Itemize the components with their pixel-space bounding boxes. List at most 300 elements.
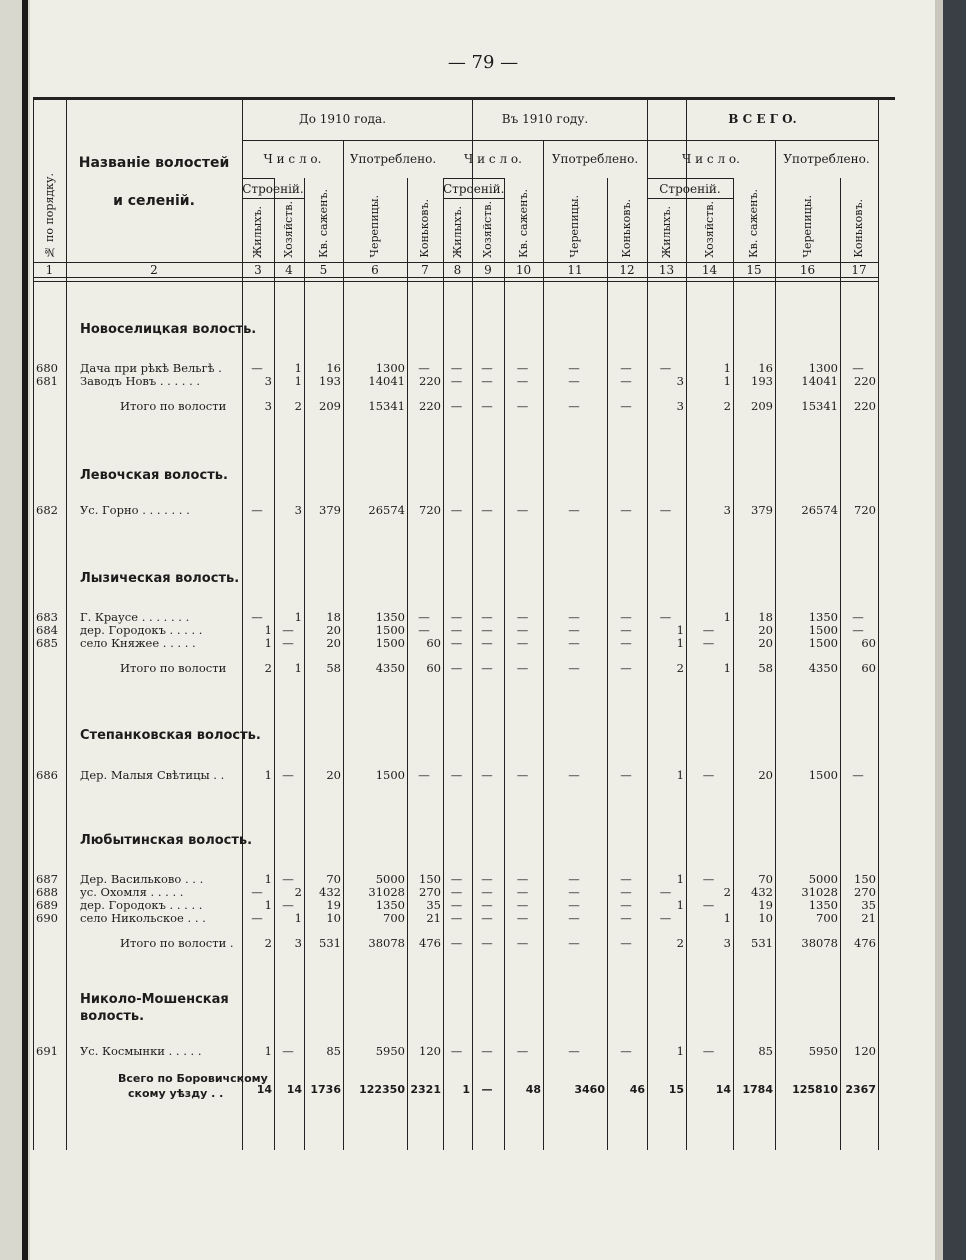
column-number-4: 4 (285, 263, 293, 277)
column-number-13: 13 (658, 263, 675, 277)
cell-c11: — (568, 623, 580, 637)
cell-c6: 5950 (375, 1044, 405, 1058)
cell-c7: — (418, 361, 430, 375)
cell-c7: 476 (419, 936, 441, 950)
row-number: 682 (36, 503, 58, 517)
cell-c7: 150 (419, 872, 441, 886)
cell-c13: — (659, 503, 672, 517)
header-tiles-11: Черепицы. (568, 195, 581, 258)
cell-c3: 3 (264, 399, 272, 413)
cell-c8: — (450, 374, 463, 388)
cell-c9: — (481, 636, 493, 650)
cell-c9: — (481, 399, 493, 413)
cell-c15: 193 (751, 374, 773, 388)
cell-c4: 1 (294, 911, 302, 925)
cell-c10: — (516, 911, 529, 925)
column-number-2: 2 (150, 263, 158, 277)
header-residential-8: Жилыхъ. (450, 205, 464, 258)
cell-c14: 1 (723, 361, 731, 375)
grand-total-c7: 2321 (410, 1083, 441, 1096)
cell-c8: — (450, 399, 463, 413)
cell-c6: 26574 (368, 503, 405, 517)
cell-c3: — (251, 911, 263, 925)
cell-c6: 31028 (368, 885, 405, 899)
cell-c3: 2 (264, 661, 272, 675)
header-rule-buildings-b (443, 198, 504, 199)
section-lyzicheskaya: Лызическая волость. (80, 571, 240, 586)
cell-c3: — (251, 610, 263, 624)
cell-c12: — (620, 623, 632, 637)
grand-total-c9: — (481, 1083, 493, 1096)
cell-c13: 3 (676, 374, 684, 388)
cell-c17: 720 (854, 503, 876, 517)
cell-c5: 379 (319, 503, 341, 517)
row-number: 684 (36, 623, 58, 637)
cell-c8: — (450, 872, 463, 886)
cell-c10: — (516, 623, 529, 637)
cell-c7: 35 (426, 898, 441, 912)
grand-total-c15: 1784 (742, 1083, 773, 1096)
cell-c11: — (568, 661, 580, 675)
cell-c15: 18 (758, 610, 773, 624)
grand-total-c16: 125810 (792, 1083, 838, 1096)
header-tiles-6: Черепицы. (368, 195, 381, 258)
cell-c17: — (852, 768, 864, 782)
cell-c17: 476 (854, 936, 876, 950)
cell-c3: 1 (264, 623, 272, 637)
grand-total-c5: 1736 (310, 1083, 341, 1096)
cell-c11: — (568, 374, 580, 388)
cell-c12: — (620, 399, 632, 413)
cell-c5: 10 (326, 911, 341, 925)
cell-c6: 1500 (375, 623, 405, 637)
column-number-11: 11 (567, 263, 583, 277)
cell-c8: — (450, 911, 463, 925)
cell-c13: — (659, 885, 672, 899)
cell-c15: 531 (751, 936, 773, 950)
header-count-a: Ч и с л о. (263, 152, 322, 166)
cell-c14: 1 (723, 610, 731, 624)
cell-c14: — (702, 768, 715, 782)
column-number-3: 3 (254, 263, 262, 277)
cell-c6: 1500 (375, 768, 405, 782)
cell-c6: 5000 (375, 872, 405, 886)
cell-c5: 193 (319, 374, 341, 388)
grand-total-c12: 46 (629, 1083, 645, 1096)
column-number-14: 14 (701, 263, 718, 277)
column-number-10: 10 (515, 263, 532, 277)
cell-c8: — (450, 936, 463, 950)
row-number: 691 (36, 1044, 58, 1058)
header-residential-3: Жилыхъ. (251, 205, 264, 258)
cell-c8: — (450, 661, 463, 675)
cell-c5: 18 (326, 610, 341, 624)
cell-c11: — (568, 1044, 580, 1058)
cell-c17: 220 (854, 399, 876, 413)
cell-c14: 1 (723, 374, 731, 388)
cell-c10: — (516, 885, 529, 899)
cell-c12: — (620, 636, 632, 650)
cell-c9: — (481, 898, 493, 912)
cell-c6: 14041 (368, 374, 405, 388)
cell-c17: 35 (861, 898, 876, 912)
header-rule-5 (33, 281, 878, 282)
cell-c10: — (516, 374, 529, 388)
page-number: — 79 — (447, 52, 519, 73)
cell-c15: 58 (758, 661, 773, 675)
cell-c13: — (659, 911, 672, 925)
grand-total-c13: 15 (668, 1083, 684, 1096)
cell-c13: 1 (676, 898, 684, 912)
cell-c5: 432 (319, 885, 341, 899)
cell-c17: 120 (854, 1044, 876, 1058)
cell-c10: — (516, 361, 529, 375)
cell-c11: — (568, 885, 580, 899)
cell-c13: 1 (676, 872, 684, 886)
section-stepankovskaya: Степанковская волость. (80, 728, 261, 743)
header-name-line1: Названіе волостей (78, 155, 230, 171)
cell-c17: 60 (861, 636, 876, 650)
cell-c4: 3 (294, 936, 302, 950)
column-number-12: 12 (619, 263, 635, 277)
cell-c12: — (620, 610, 632, 624)
cell-c15: 19 (758, 898, 773, 912)
header-buildings-a: Строеній. (242, 182, 304, 196)
cell-c9: — (481, 936, 493, 950)
cell-c5: 58 (326, 661, 341, 675)
header-sq_sazhen-5: Кв. саженъ. (316, 189, 330, 258)
cell-c11: — (568, 898, 580, 912)
cell-c9: — (481, 911, 493, 925)
cell-c12: — (620, 374, 632, 388)
header-before-1910: До 1910 года. (298, 112, 387, 126)
cell-c10: — (516, 898, 529, 912)
cell-c16: 1300 (808, 361, 838, 375)
cell-c11: — (568, 503, 580, 517)
cell-c12: — (620, 936, 632, 950)
header-sq_sazhen-15: Кв. саженъ. (747, 189, 760, 258)
cell-c10: — (516, 399, 529, 413)
cell-c3: — (251, 361, 263, 375)
cell-c11: — (568, 911, 580, 925)
cell-c17: 270 (854, 885, 876, 899)
row-number: 689 (36, 898, 58, 912)
cell-c5: 209 (319, 399, 341, 413)
row-name: Г. Краусе . . . . . . . (80, 610, 190, 624)
cell-c6: 1350 (375, 610, 405, 624)
cell-c5: 20 (326, 768, 341, 782)
cell-c13: 1 (676, 1044, 684, 1058)
column-number-16: 16 (799, 263, 816, 277)
header-used-a: Употреблено. (349, 152, 437, 166)
cell-c6: 1300 (375, 361, 405, 375)
row-name: Дача при рѣкѣ Вельгѣ . (80, 361, 222, 375)
table-top-rule (33, 97, 895, 100)
row-number: 688 (36, 885, 58, 899)
header-rule-2 (242, 178, 274, 179)
cell-c9: — (481, 361, 493, 375)
cell-c8: — (450, 610, 463, 624)
cell-c5: 20 (326, 623, 341, 637)
cell-c16: 1350 (808, 898, 838, 912)
cell-c10: — (516, 503, 529, 517)
cell-c10: — (516, 768, 529, 782)
cell-c11: — (568, 872, 580, 886)
cell-c4: 2 (294, 399, 302, 413)
column-rule-1 (33, 97, 34, 1150)
row-number: 683 (36, 610, 58, 624)
cell-c5: 20 (326, 636, 341, 650)
header-household-9: Хозяйств. (481, 201, 494, 258)
cell-c6: 38078 (368, 936, 405, 950)
cell-c12: — (620, 872, 632, 886)
cell-c8: — (450, 503, 463, 517)
header-household-4: Хозяйств. (282, 201, 295, 258)
grand-total-c4: 14 (286, 1083, 302, 1096)
cell-c8: — (450, 768, 463, 782)
header-sq_sazhen-10: Кв. саженъ. (516, 189, 530, 258)
section-nikolo-moshenskaya-1: Николо-Мошенская (80, 992, 229, 1007)
row-name: Дер. Малыя Свѣтицы . . (80, 768, 225, 782)
cell-c10: — (516, 610, 529, 624)
cell-c8: — (450, 361, 463, 375)
cell-c7: 60 (426, 661, 441, 675)
cell-c3: 1 (264, 872, 272, 886)
grand-total-c3: 14 (256, 1083, 272, 1096)
header-in-1910: Въ 1910 году. (501, 112, 589, 126)
cell-c15: 20 (758, 623, 773, 637)
cell-c4: 1 (294, 361, 302, 375)
cell-c16: 1500 (808, 768, 838, 782)
row-name: Итого по волости (120, 661, 227, 675)
cell-c12: — (620, 768, 632, 782)
header-total: В С Е Г О. (728, 112, 797, 126)
grand-total-c11: 3460 (574, 1083, 605, 1096)
cell-c7: 220 (419, 399, 441, 413)
column-rule-2 (66, 97, 67, 1150)
row-name: Ус. Горно . . . . . . . (80, 503, 190, 517)
column-rule-18 (878, 97, 879, 1150)
header-rule-4 (33, 277, 878, 278)
cell-c15: 20 (758, 636, 773, 650)
cell-c15: 379 (751, 503, 773, 517)
cell-c15: 85 (758, 1044, 773, 1058)
header-used-b: Употреблено. (551, 152, 639, 166)
cell-c11: — (568, 636, 580, 650)
cell-c16: 14041 (801, 374, 838, 388)
left-page-edge (0, 0, 30, 1260)
column-number-7: 7 (421, 263, 429, 277)
header-buildings-c: Строеній. (659, 182, 721, 196)
cell-c16: 700 (816, 911, 838, 925)
cell-c4: 2 (294, 885, 302, 899)
cell-c16: 5000 (808, 872, 838, 886)
cell-c8: — (450, 898, 463, 912)
cell-c5: 70 (326, 872, 341, 886)
header-rule-1 (242, 140, 878, 141)
cell-c4: 1 (294, 610, 302, 624)
cell-c13: 1 (676, 768, 684, 782)
cell-c16: 5950 (808, 1044, 838, 1058)
cell-c17: 60 (861, 661, 876, 675)
cell-c3: 3 (264, 374, 272, 388)
cell-c17: — (852, 610, 864, 624)
cell-c3: 1 (264, 1044, 272, 1058)
header-rule-buildings-c (647, 198, 733, 199)
cell-c15: 70 (758, 872, 773, 886)
cell-c13: 2 (676, 661, 684, 675)
row-number: 686 (36, 768, 58, 782)
cell-c7: 120 (419, 1044, 441, 1058)
cell-c13: 2 (676, 936, 684, 950)
column-number-5: 5 (319, 263, 328, 277)
cell-c14: 3 (723, 936, 731, 950)
book-binding (935, 0, 966, 1260)
header-order: № по порядку. (42, 172, 56, 258)
header-rule-2b (443, 178, 504, 179)
cell-c9: — (481, 623, 493, 637)
row-number: 680 (36, 361, 58, 375)
cell-c3: — (251, 885, 263, 899)
grand-total-label-2: скому уѣзду . . (128, 1087, 224, 1100)
cell-c14: 3 (723, 503, 731, 517)
grand-total-c14: 14 (715, 1083, 731, 1096)
cell-c14: — (702, 898, 715, 912)
cell-c8: — (450, 885, 463, 899)
cell-c11: — (568, 768, 580, 782)
section-novoselitskaya: Новоселицкая волость. (80, 322, 257, 337)
cell-c6: 1350 (375, 898, 405, 912)
cell-c16: 4350 (808, 661, 838, 675)
cell-c14: — (702, 1044, 715, 1058)
cell-c11: — (568, 936, 580, 950)
cell-c3: 1 (264, 636, 272, 650)
cell-c6: 15341 (368, 399, 405, 413)
row-name: дер. Городокъ . . . . . (80, 898, 203, 912)
column-number-9: 9 (484, 263, 492, 277)
grand-total-c6: 122350 (359, 1083, 405, 1096)
row-number: 690 (36, 911, 58, 925)
cell-c13: — (659, 610, 672, 624)
cell-c9: — (481, 374, 493, 388)
row-name: дер. Городокъ . . . . . (80, 623, 203, 637)
cell-c4: — (282, 872, 294, 886)
cell-c14: — (702, 872, 715, 886)
cell-c9: — (481, 503, 493, 517)
cell-c12: — (620, 911, 632, 925)
cell-c12: — (620, 1044, 632, 1058)
cell-c16: 1350 (808, 610, 838, 624)
cell-c15: 10 (758, 911, 773, 925)
cell-c8: — (450, 636, 463, 650)
cell-c3: — (251, 503, 263, 517)
header-ridges-12: Коньковъ. (620, 199, 633, 258)
cell-c11: — (568, 361, 580, 375)
cell-c15: 20 (758, 768, 773, 782)
header-buildings-b: Строеній. (443, 182, 505, 196)
row-name: Итого по волости . (120, 936, 234, 950)
header-tiles-16: Черепицы. (800, 195, 814, 258)
cell-c7: 270 (419, 885, 441, 899)
grand-total-c17: 2367 (845, 1083, 876, 1096)
cell-c8: — (450, 623, 463, 637)
cell-c11: — (568, 399, 580, 413)
section-lyubytinskaya: Любытинская волость. (80, 833, 253, 848)
grand-total-label-1: Всего по Боровичскому (118, 1072, 268, 1085)
cell-c10: — (516, 936, 529, 950)
cell-c9: — (481, 872, 493, 886)
cell-c3: 1 (264, 768, 272, 782)
cell-c9: — (481, 1044, 493, 1058)
cell-c9: — (481, 661, 493, 675)
row-name: село Княжее . . . . . (80, 636, 196, 650)
cell-c5: 85 (326, 1044, 341, 1058)
header-count-b: Ч и с л о. (464, 152, 522, 166)
row-name: Ус. Космынки . . . . . (80, 1044, 202, 1058)
cell-c7: — (418, 610, 430, 624)
cell-c13: 1 (676, 623, 684, 637)
cell-c16: 1500 (808, 636, 838, 650)
column-number-1: 1 (45, 263, 54, 277)
cell-c6: 1500 (375, 636, 405, 650)
row-number: 681 (36, 374, 58, 388)
cell-c17: — (852, 361, 864, 375)
cell-c16: 15341 (801, 399, 838, 413)
header-ridges-7: Коньковъ. (418, 199, 431, 258)
section-nikolo-moshenskaya-2: волость. (80, 1009, 145, 1024)
cell-c8: — (450, 1044, 463, 1058)
cell-c5: 16 (326, 361, 341, 375)
cell-c14: — (702, 623, 715, 637)
cell-c13: — (659, 361, 672, 375)
cell-c16: 1500 (808, 623, 838, 637)
cell-c7: — (418, 768, 430, 782)
header-name-line2: и селеній. (113, 193, 195, 209)
cell-c15: 432 (751, 885, 773, 899)
header-count-c: Ч и с л о. (682, 152, 740, 166)
cell-c10: — (516, 1044, 529, 1058)
cell-c16: 26574 (801, 503, 838, 517)
cell-c4: — (282, 636, 294, 650)
cell-c12: — (620, 885, 632, 899)
cell-c10: — (516, 872, 529, 886)
row-number: 687 (36, 872, 58, 886)
cell-c14: 1 (723, 911, 731, 925)
cell-c13: 1 (676, 636, 684, 650)
header-used-c: Употреблено. (783, 152, 870, 166)
row-number: 685 (36, 636, 58, 650)
cell-c16: 31028 (801, 885, 838, 899)
cell-c15: 16 (758, 361, 773, 375)
header-household-14: Хозяйств. (702, 201, 716, 258)
cell-c7: — (418, 623, 430, 637)
column-number-8: 8 (453, 263, 462, 277)
cell-c4: — (282, 768, 294, 782)
column-number-15: 15 (746, 263, 762, 277)
cell-c4: — (282, 1044, 294, 1058)
row-name: Заводъ Новъ . . . . . . (80, 374, 201, 388)
cell-c4: — (282, 623, 294, 637)
cell-c6: 700 (383, 911, 405, 925)
cell-c7: 60 (426, 636, 441, 650)
cell-c4: 3 (294, 503, 302, 517)
cell-c14: — (702, 636, 715, 650)
cell-c10: — (516, 636, 529, 650)
cell-c14: 2 (723, 399, 731, 413)
cell-c12: — (620, 898, 632, 912)
cell-c17: 220 (854, 374, 876, 388)
cell-c4: 1 (294, 374, 302, 388)
